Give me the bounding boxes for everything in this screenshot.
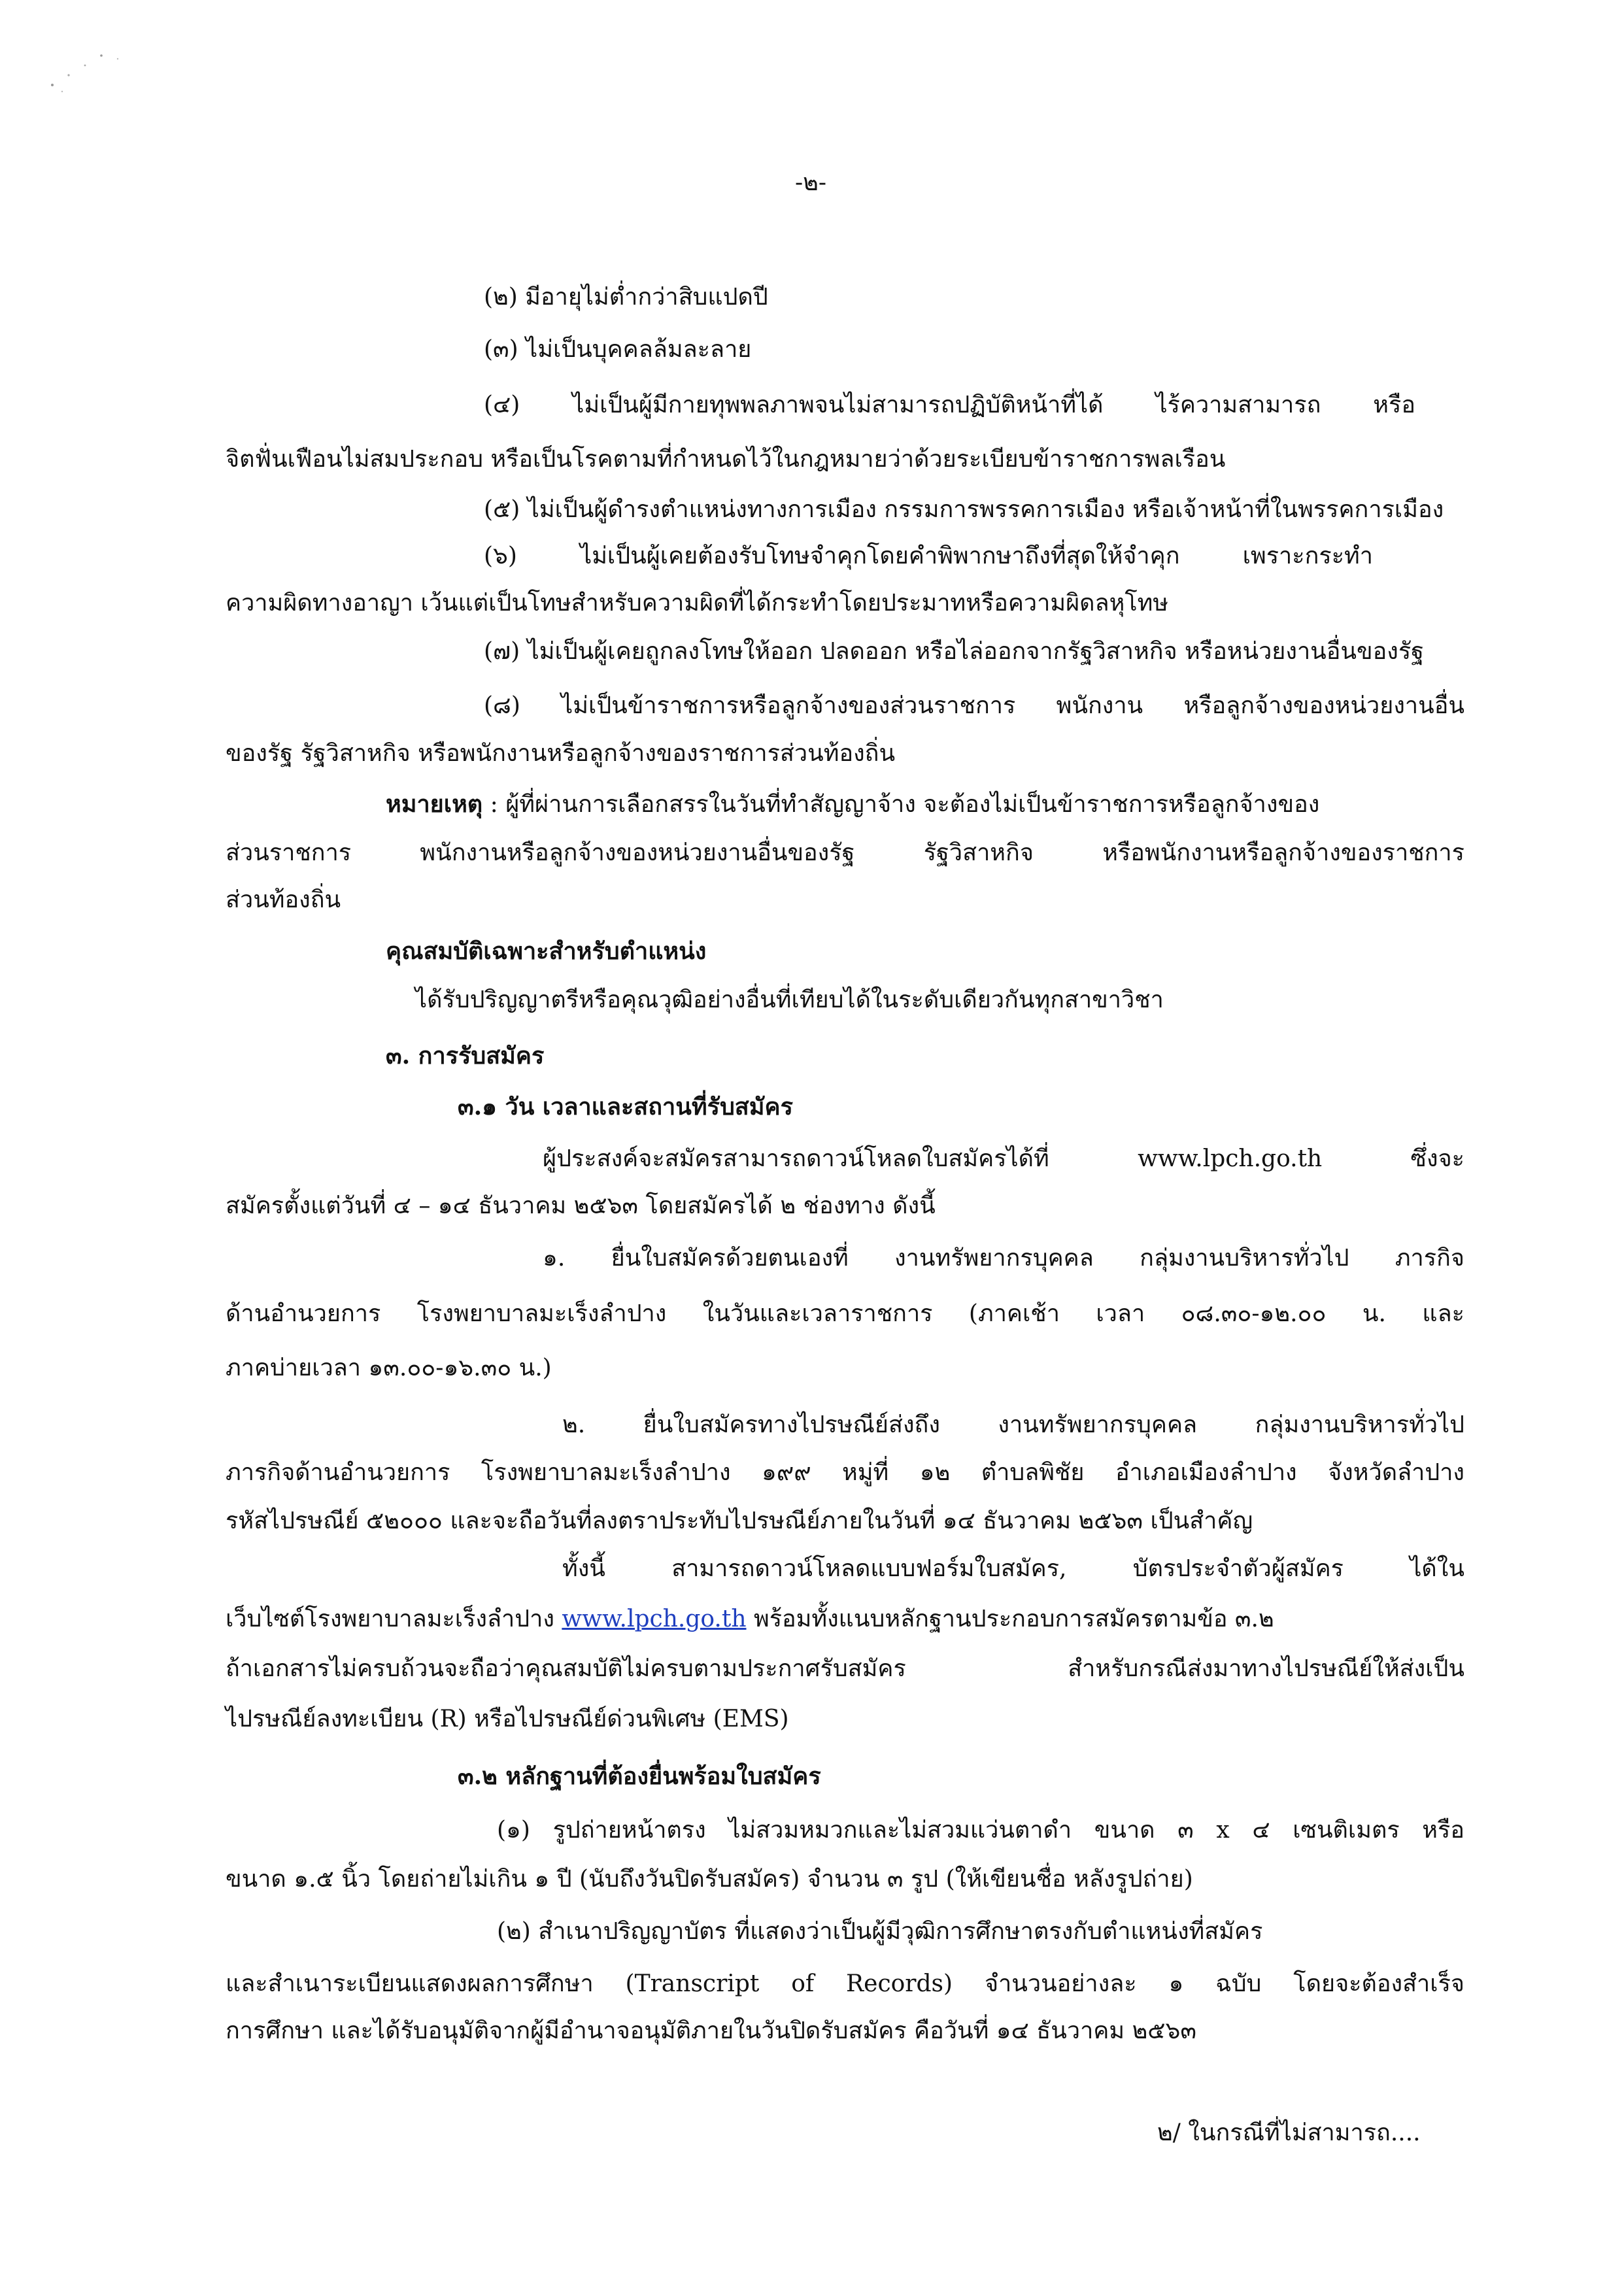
section31-heading: ๓.๑ วัน เวลาและสถานที่รับสมัคร (458, 1093, 793, 1121)
continuation-footer: ๒/ ในกรณีที่ไม่สามารถ.... (1157, 2119, 1421, 2146)
note-label: หมายเหตุ (386, 790, 483, 818)
method1-line1: ๑. ยื่นใบสมัครด้วยตนเองที่ งานทรัพยากรบุคคล กลุ่มงานบริหารทั่วไป ภารกิจ (543, 1245, 1464, 1272)
download-line1: ทั้งนี้ สามารถดาวน์โหลดแบบฟอร์มใบสมัคร, บัตรประจำตัวผู้สมัคร ได้ใน (562, 1555, 1464, 1582)
item-8-line1: (๘) ไม่เป็นข้าราชการหรือลูกจ้างของส่วนราชการ พนักงาน หรือลูกจ้างของหน่วยงานอื่น (484, 692, 1464, 719)
specific-qual-heading: คุณสมบัติเฉพาะสำหรับตำแหน่ง (386, 937, 707, 965)
item-4-line2: จิตฟั่นเฟือนไม่สมประกอบ หรือเป็นโรคตามที่กำหนดไว้ในกฎหมายว่าด้วยระเบียบข้าราชการพลเรือน (226, 446, 1226, 473)
item-7: (๗) ไม่เป็นผู้เคยถูกลงโทษให้ออก ปลดออก หรือไล่ออกจากรัฐวิสาหกิจ หรือหน่วยงานอื่นของรัฐ (484, 638, 1425, 665)
item-3: (๓) ไม่เป็นบุคคลล้มละลาย (484, 336, 752, 363)
download-line4: ไปรษณีย์ลงทะเบียน (R) หรือไปรษณีย์ด่วนพิเศษ (EMS) (226, 1706, 789, 1732)
doc2-line3: การศึกษา และได้รับอนุมัติจากผู้มีอำนาจอนุมัติภายในวันปิดรับสมัคร คือวันที่ ๑๔ ธันวาคม ๒๕๖๓ (226, 2017, 1196, 2044)
item-6-line1: (๖) ไม่เป็นผู้เคยต้องรับโทษจำคุกโดยคำพิพากษาถึงที่สุดให้จำคุก เพราะกระทำ (484, 543, 1373, 569)
doc2-line1: (๒) สำเนาปริญญาบัตร ที่แสดงว่าเป็นผู้มีวุฒิการศึกษาตรงกับตำแหน่งที่สมัคร (497, 1918, 1263, 1945)
method1-line3: ภาคบ่ายเวลา ๑๓.๐๐-๑๖.๓๐ น.) (226, 1355, 552, 1381)
note-line3: ส่วนท้องถิ่น (226, 886, 341, 913)
doc2-line2: และสำเนาระเบียนแสดงผลการศึกษา (Transcript of Records) จำนวนอย่างละ ๑ ฉบับ โดยจะต้องสำเร็จ (226, 1970, 1464, 1997)
doc1-line2: ขนาด ๑.๕ นิ้ว โดยถ่ายไม่เกิน ๑ ปี (นับถึงวันปิดรับสมัคร) จำนวน ๓ รูป (ให้เขียนชื่อ หลังรูปถ่าย) (226, 1866, 1193, 1893)
download-line2-post: พร้อมทั้งแนบหลักฐานประกอบการสมัครตามข้อ ๓.๒ (746, 1606, 1274, 1632)
method1-line2: ด้านอำนวยการ โรงพยาบาลมะเร็งลำปาง ในวันและเวลาราชการ (ภาคเช้า เวลา ๐๘.๓๐-๑๒.๐๐ น. และ (226, 1300, 1464, 1327)
section3-heading: ๓. การรับสมัคร (386, 1042, 545, 1070)
item-6-line2: ความผิดทางอาญา เว้นแต่เป็นโทษสำหรับความผิดที่ได้กระทำโดยประมาทหรือความผิดลหุโทษ (226, 590, 1169, 616)
s31-intro-line2: สมัครตั้งแต่วันที่ ๔ – ๑๔ ธันวาคม ๒๕๖๓ โดยสมัครได้ ๒ ช่องทาง ดังนี้ (226, 1192, 936, 1219)
item-2: (๒) มีอายุไม่ต่ำกว่าสิบแปดปี (484, 284, 768, 311)
method2-line2: ภารกิจด้านอำนวยการ โรงพยาบาลมะเร็งลำปาง ๑๙๙ หมู่ที่ ๑๒ ตำบลพิชัย อำเภอเมืองลำปาง จังหวัดลำปาง (226, 1459, 1464, 1486)
s31-intro-line1: ผู้ประสงค์จะสมัครสามารถดาวน์โหลดใบสมัครได้ที่ www.lpch.go.th ซึ่งจะ (543, 1145, 1464, 1172)
page-number: -๒- (794, 169, 827, 196)
specific-qual-text: ได้รับปริญญาตรีหรือคุณวุฒิอย่างอื่นที่เทียบได้ในระดับเดียวกันทุกสาขาวิชา (415, 987, 1164, 1013)
note-text: : ผู้ที่ผ่านการเลือกสรรในวันที่ทำสัญญาจ้าง จะต้องไม่เป็นข้าราชการหรือลูกจ้างของ (482, 791, 1320, 818)
method2-line1: ๒. ยื่นใบสมัครทางไปรษณีย์ส่งถึง งานทรัพยากรบุคคล กลุ่มงานบริหารทั่วไป (562, 1411, 1464, 1438)
note-line1 (386, 788, 1464, 821)
download-line2-pre: เว็บไซต์โรงพยาบาลมะเร็งลำปาง (226, 1606, 562, 1632)
item-4-line1: (๔) ไม่เป็นผู้มีกายทุพพลภาพจนไม่สามารถปฏิบัติหน้าที่ได้ ไร้ความสามารถ หรือ (484, 392, 1415, 418)
method2-line3: รหัสไปรษณีย์ ๕๒๐๐๐ และจะถือวันที่ลงตราประทับไปรษณีย์ภายในวันที่ ๑๔ ธันวาคม ๒๕๖๓ เป็นสำคัญ (226, 1508, 1253, 1534)
download-line2 (226, 1603, 1464, 1636)
lpch-website-link[interactable]: www.lpch.go.th (562, 1606, 747, 1632)
item-8-line2: ของรัฐ รัฐวิสาหกิจ หรือพนักงานหรือลูกจ้างของราชการส่วนท้องถิ่น (226, 740, 896, 767)
download-line3: ถ้าเอกสารไม่ครบถ้วนจะถือว่าคุณสมบัติไม่ครบตามประกาศรับสมัคร สำหรับกรณีส่งมาทางไปรษณีย์ให้ส่งเป็น (226, 1655, 1464, 1682)
scan-specks (39, 39, 144, 98)
section32-heading: ๓.๒ หลักฐานที่ต้องยื่นพร้อมใบสมัคร (458, 1763, 821, 1790)
note-line2: ส่วนราชการ พนักงานหรือลูกจ้างของหน่วยงานอื่นของรัฐ รัฐวิสาหกิจ หรือพนักงานหรือลูกจ้างของราชการ (226, 839, 1464, 866)
item-5: (๕) ไม่เป็นผู้ดำรงตำแหน่งทางการเมือง กรรมการพรรคการเมือง หรือเจ้าหน้าที่ในพรรคการเมือง (484, 496, 1444, 523)
doc1-line1: (๑) รูปถ่ายหน้าตรง ไม่สวมหมวกและไม่สวมแว่นตาดำ ขนาด ๓ x ๔ เซนติเมตร หรือ (497, 1817, 1464, 1844)
